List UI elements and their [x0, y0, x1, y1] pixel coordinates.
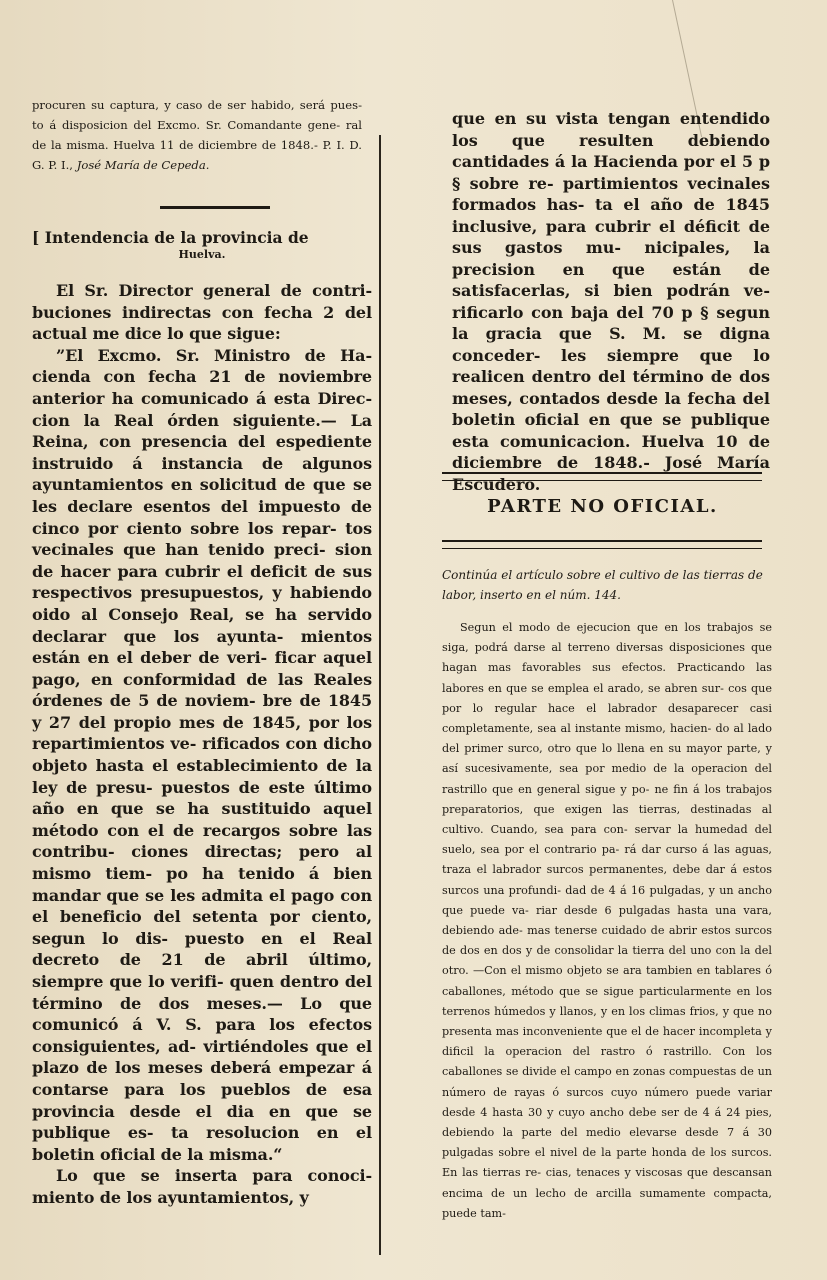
heading-text: Intendencia de la provincia de — [44, 228, 309, 247]
section-heading — [32, 228, 372, 262]
continued-paragraph: que en su vista tengan entendido los que resulten debiendo cantidades á la Hacienda por el 5 p § sobre re- partimientos vecinales formados has- ta el año de 1845 inclusive, para cubrir el déficit de sus gastos mu- nicipales, la precision en que están de satisfacerlas, si bien podrán ve- rificarlo con baja del 70 p § segun la gracia que S. M. se digna conceder- les siempre que lo realicen dentro del término de dos meses, contados desde la fecha del boletin oficial en que se publique esta comunicacion. Huelva 10 de diciembre de 1848.- José María Escudero. — [452, 109, 770, 494]
intendencia-article — [32, 280, 372, 1209]
heading-sub: Huelva. — [178, 248, 226, 261]
ornament-rule — [160, 206, 270, 209]
continued-article — [452, 108, 770, 495]
signature-cepeda: José María de Cepeda. — [76, 158, 210, 172]
double-rule — [442, 540, 762, 549]
article-paragraph: El Sr. Director general de contri- buciones indirectas con fecha 2 del actual me dice lo que sigue: — [32, 281, 372, 344]
cultivo-article — [442, 618, 772, 1224]
article-paragraph: Lo que se inserta para conoci- miento de los ayuntamientos, y — [32, 1166, 372, 1207]
continua-note: Continúa el artículo sobre el cultivo de las tierras de labor, inserto en el núm. 144. — [442, 568, 763, 602]
column-divider — [379, 135, 381, 1255]
section-title: PARTE NO OFICIAL. — [487, 496, 718, 517]
double-rule — [442, 472, 762, 481]
intro-paragraph — [32, 95, 362, 175]
cultivo-paragraph: Segun el modo de ejecucion que en los trabajos se siga, podrá darse al terreno diversas disposiciones que hagan mas favorables sus efectos. Practicando las labores en que se emplea el arado, se abren sur- cos que por lo regular hace el labrador desaparecer casi completamente, sea al instante mismo, hacien- do al lado del primer surco, otro que lo llena en su mayor parte, y así sucesivamente, sea por medio de la operacion del rastrillo que en general sigue y po- ne fin á los trabajos preparatorios, que exigen las tierras, destinadas al cultivo. Cuando, sea para con- servar la humedad del suelo, sea por el contrario pa- rá dar curso á las aguas, traza el labrador surcos permanentes, debe dar á estos surcos una profundi- dad de 4 á 16 pulgadas, y un ancho que puede va- riar desde 6 pulgadas hasta una vara, debiendo ade- mas tenerse cuidado de abrir estos surcos de dos en dos y de consolidar la tierra del uno con la del otro. —Con el mismo objeto se ara tambien en tablares ó caballones, método que se sigue particularmente en los terrenos húmedos y llanos, y en los climas frios, y que no presenta mas inconveniente que el de hacer incompleta y dificil la operacion del rastro ó rastrillo. Con los caballones se divide el campo en zonas compuestas de un número de rayas ó surcos cuyo número puede variar desde 4 hasta 30 y cuyo ancho debe ser de 4 á 24 pies, debiendo la parte del medio elevarse desde 7 á 30 pulgadas sobre el nivel de la parte honda de los surcos. En las tierras re- cias, tenaces y viscosas que descansan encima de un lecho de arcilla sumamente compacta, puede tam- — [442, 621, 772, 1220]
heading-bracket: [ — [32, 228, 45, 247]
intro-text: procuren su captura, y caso de ser habido, será pues- to á disposicion del Excmo. Sr. Comandante gene- ral de la misma. Huelva 11 de diciembre de 1848.- P. I. D. G. P. I., — [32, 98, 362, 172]
article-paragraph: ”El Excmo. Sr. Ministro de Ha- cienda con fecha 21 de noviembre anterior ha comunicado á esta Direc- cion la Real órden siguiente.— La Reina, con presencia del espediente instruido á instancia de algunos ayuntamientos en solicitud de que se les declare esentos del impuesto de cinco por ciento sobre los repar- tos vecinales que han tenido preci- sion de hacer para cubrir el deficit de sus respectivos presupuestos, y habiendo oido al Consejo Real, se ha servido declarar que los ayunta- mientos están en el deber de veri- ficar aquel pago, en conformidad de las Reales órdenes de 5 de noviem- bre de 1845 y 27 del propio mes de 1845, por los repartimientos ve- rificados con dicho objeto hasta el establecimiento de la ley de presu- puestos de este último año en que se ha sustituido aquel método con el de recargos sobre las contribu- ciones directas; pero al mismo tiem- po ha tenido á bien mandar que se les admita el pago con el beneficio del setenta por ciento, segun lo dis- puesto en el Real decreto de 21 de abril último, siempre que lo verifi- quen dentro del término de dos meses.— Lo que comunicó á V. S. para los efectos consiguientes, ad- virtiéndoles que el plazo de los meses deberá empezar á contarse para los pueblos de esa provincia desde el dia en que se publique es- ta resolucion en el boletin oficial de la misma.“ — [32, 345, 372, 1164]
